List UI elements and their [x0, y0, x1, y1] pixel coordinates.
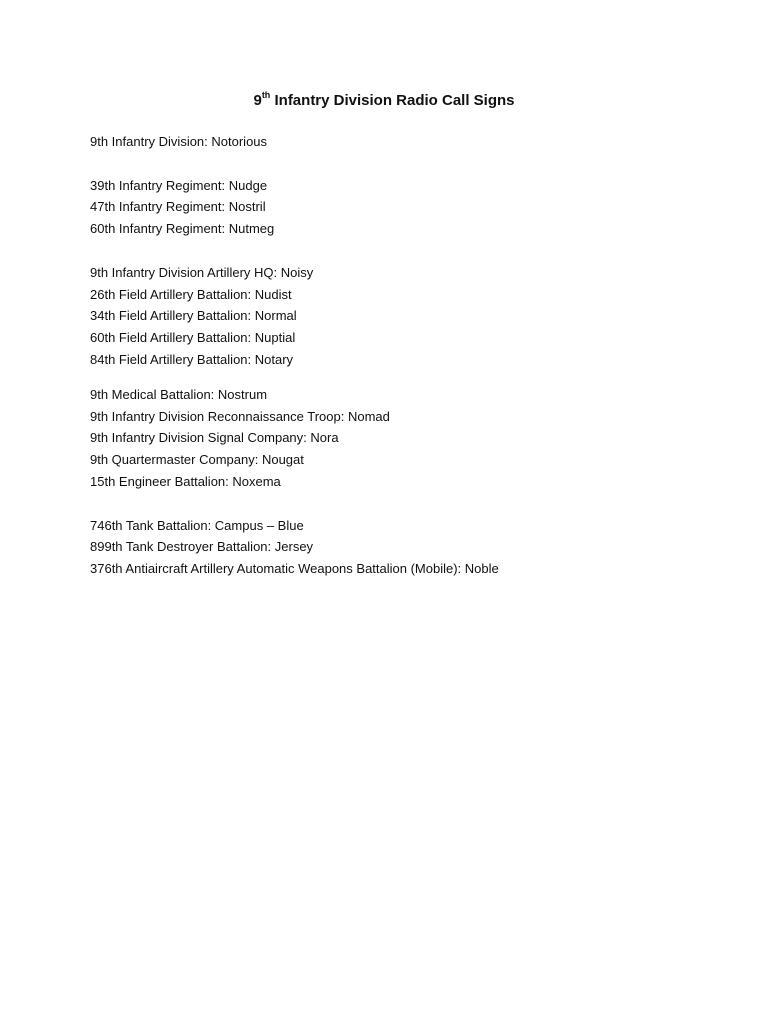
- page-title: [0, 92, 768, 109]
- call-sign-line: 9th Medical Battalion: Nostrum: [90, 386, 268, 402]
- call-sign-line: 84th Field Artillery Battalion: Notary: [90, 351, 294, 367]
- call-sign-line: 9th Quartermaster Company: Nougat: [90, 452, 304, 468]
- call-sign-line: 34th Field Artillery Battalion: Normal: [90, 308, 297, 324]
- title-ordinal-suffix: th: [261, 90, 271, 100]
- spacer: [90, 153, 710, 175]
- call-sign-line: 376th Antiaircraft Artillery Automatic Weapons Battalion (Mobile): Noble: [90, 561, 499, 577]
- call-sign-line-division: 9th Infantry Division: Notorious: [90, 134, 268, 149]
- spacer: [90, 493, 710, 515]
- call-sign-line: 60th Field Artillery Battalion: Nuptial: [90, 330, 296, 346]
- call-sign-line: 15th Engineer Battalion: Noxema: [90, 473, 281, 489]
- call-sign-line: 60th Infantry Regiment: Nutmeg: [90, 221, 275, 237]
- call-sign-line: 9th Infantry Division Artillery HQ: Noisy: [90, 264, 314, 280]
- call-sign-line: 39th Infantry Regiment: Nudge: [90, 177, 268, 193]
- spacer: [90, 371, 710, 384]
- call-sign-line: 47th Infantry Regiment: Nostril: [90, 199, 266, 215]
- call-sign-line: 746th Tank Battalion: Campus – Blue: [90, 517, 304, 533]
- call-sign-line: 9th Infantry Division Signal Company: Nora: [90, 430, 339, 446]
- call-sign-line: 899th Tank Destroyer Battalion: Jersey: [90, 539, 314, 555]
- call-sign-line: 9th Infantry Division Reconnaissance Troop: Nomad: [90, 408, 390, 424]
- title-text: Infantry Division Radio Call Signs: [274, 92, 515, 109]
- spacer: [90, 240, 710, 262]
- title-number: 9: [253, 92, 262, 109]
- call-sign-list: [90, 131, 710, 580]
- call-sign-line: 26th Field Artillery Battalion: Nudist: [90, 286, 292, 302]
